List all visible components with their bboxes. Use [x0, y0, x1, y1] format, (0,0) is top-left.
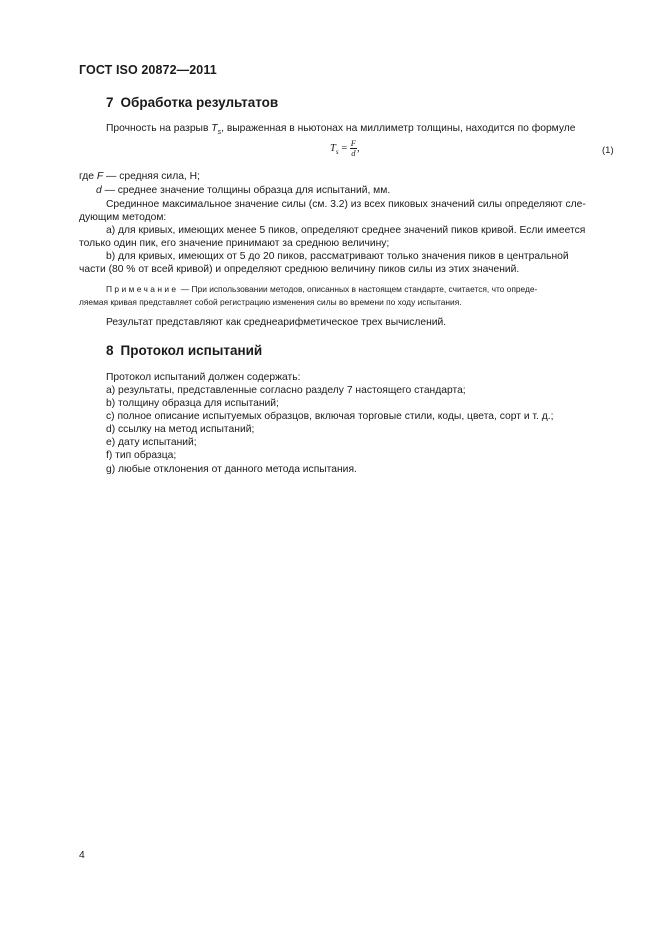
section-7-intro — [106, 122, 576, 140]
list-item: d) ссылку на метод испытаний; — [106, 424, 255, 435]
list-item: f) тип образца; — [106, 450, 177, 461]
document-header: ГОСТ ISO 20872—2011 — [79, 63, 217, 77]
section-7-number: 7 — [106, 95, 114, 110]
intro-symbol: T — [211, 123, 218, 134]
intro-symbol-sub: s — [217, 129, 222, 137]
list-item: a) результаты, представленные согласно разделу 7 настоящего стандарта; — [106, 385, 466, 396]
list-item: g) любые отклонения от данного метода испытания. — [106, 464, 357, 475]
note-label: Примечание — [106, 284, 179, 294]
intro-text-b: , выраженная в ньютонах на миллиметр толщины, находится по формуле — [221, 123, 576, 134]
result-line: Результат представляют как среднеарифметическое трех вычислений. — [106, 317, 447, 328]
note-text-1: — При использовании методов, описанных в настоящем стандарте, считается, что опреде- — [178, 284, 538, 294]
where-d — [96, 184, 390, 198]
formula-number: (1) — [602, 145, 614, 156]
where-d-text: — среднее значение толщины образца для испытаний, мм. — [101, 185, 391, 196]
item-a-line-2: только один пик, его значение принимают за среднюю величину; — [79, 238, 390, 249]
formula-lhs: T — [330, 142, 336, 154]
section-7-title: Обработка результатов — [120, 95, 279, 110]
section-8-title: Протокол испытаний — [120, 343, 263, 358]
note-line-1 — [106, 283, 537, 296]
formula-fraction — [350, 139, 357, 158]
list-item: b) толщину образца для испытаний; — [106, 398, 279, 409]
median-line-1: Срединное максимальное значение силы (см. 3.2) из всех пиковых значений силы определяют сле- — [106, 199, 586, 210]
section-8-heading — [106, 343, 262, 358]
formula-denominator: d — [351, 148, 356, 158]
formula-lhs-sub: s — [335, 148, 339, 156]
formula-eq: = — [338, 142, 350, 154]
median-line-2: дующим методом: — [79, 212, 167, 223]
page-number: 4 — [79, 850, 85, 861]
list-item: e) дату испытаний; — [106, 437, 197, 448]
section-7-heading — [106, 95, 278, 110]
formula-tail: , — [356, 142, 360, 154]
where-text-b: — средняя сила, Н; — [103, 171, 200, 182]
intro-text-a: Прочность на разрыв — [106, 123, 212, 134]
formula-numerator: F — [350, 138, 356, 148]
where-F — [79, 170, 200, 184]
where-d-symbol: d — [96, 185, 102, 196]
section-8-number: 8 — [106, 343, 114, 358]
note-line-2: ляемая кривая представляет собой регистрацию изменения силы во времени по ходу испытания. — [79, 297, 462, 307]
item-a-line-1: a) для кривых, имеющих менее 5 пиков, определяют среднее значений пиков кривой. Если имеется — [106, 225, 586, 236]
section-8-intro: Протокол испытаний должен содержать: — [106, 372, 301, 383]
formula-1 — [330, 139, 360, 158]
where-symbol: F — [96, 171, 104, 182]
item-b-line-1: b) для кривых, имеющих от 5 до 20 пиков, рассматривают только значения пиков в центральной — [106, 251, 569, 262]
list-item: c) полное описание испытуемых образцов, включая торговые стили, коды, цвета, сорт и т. д.; — [106, 411, 554, 422]
item-b-line-2: части (80 % от всей кривой) и определяют среднюю величину пиков силы из этих значений. — [79, 264, 520, 275]
where-text-a: где — [79, 171, 97, 182]
